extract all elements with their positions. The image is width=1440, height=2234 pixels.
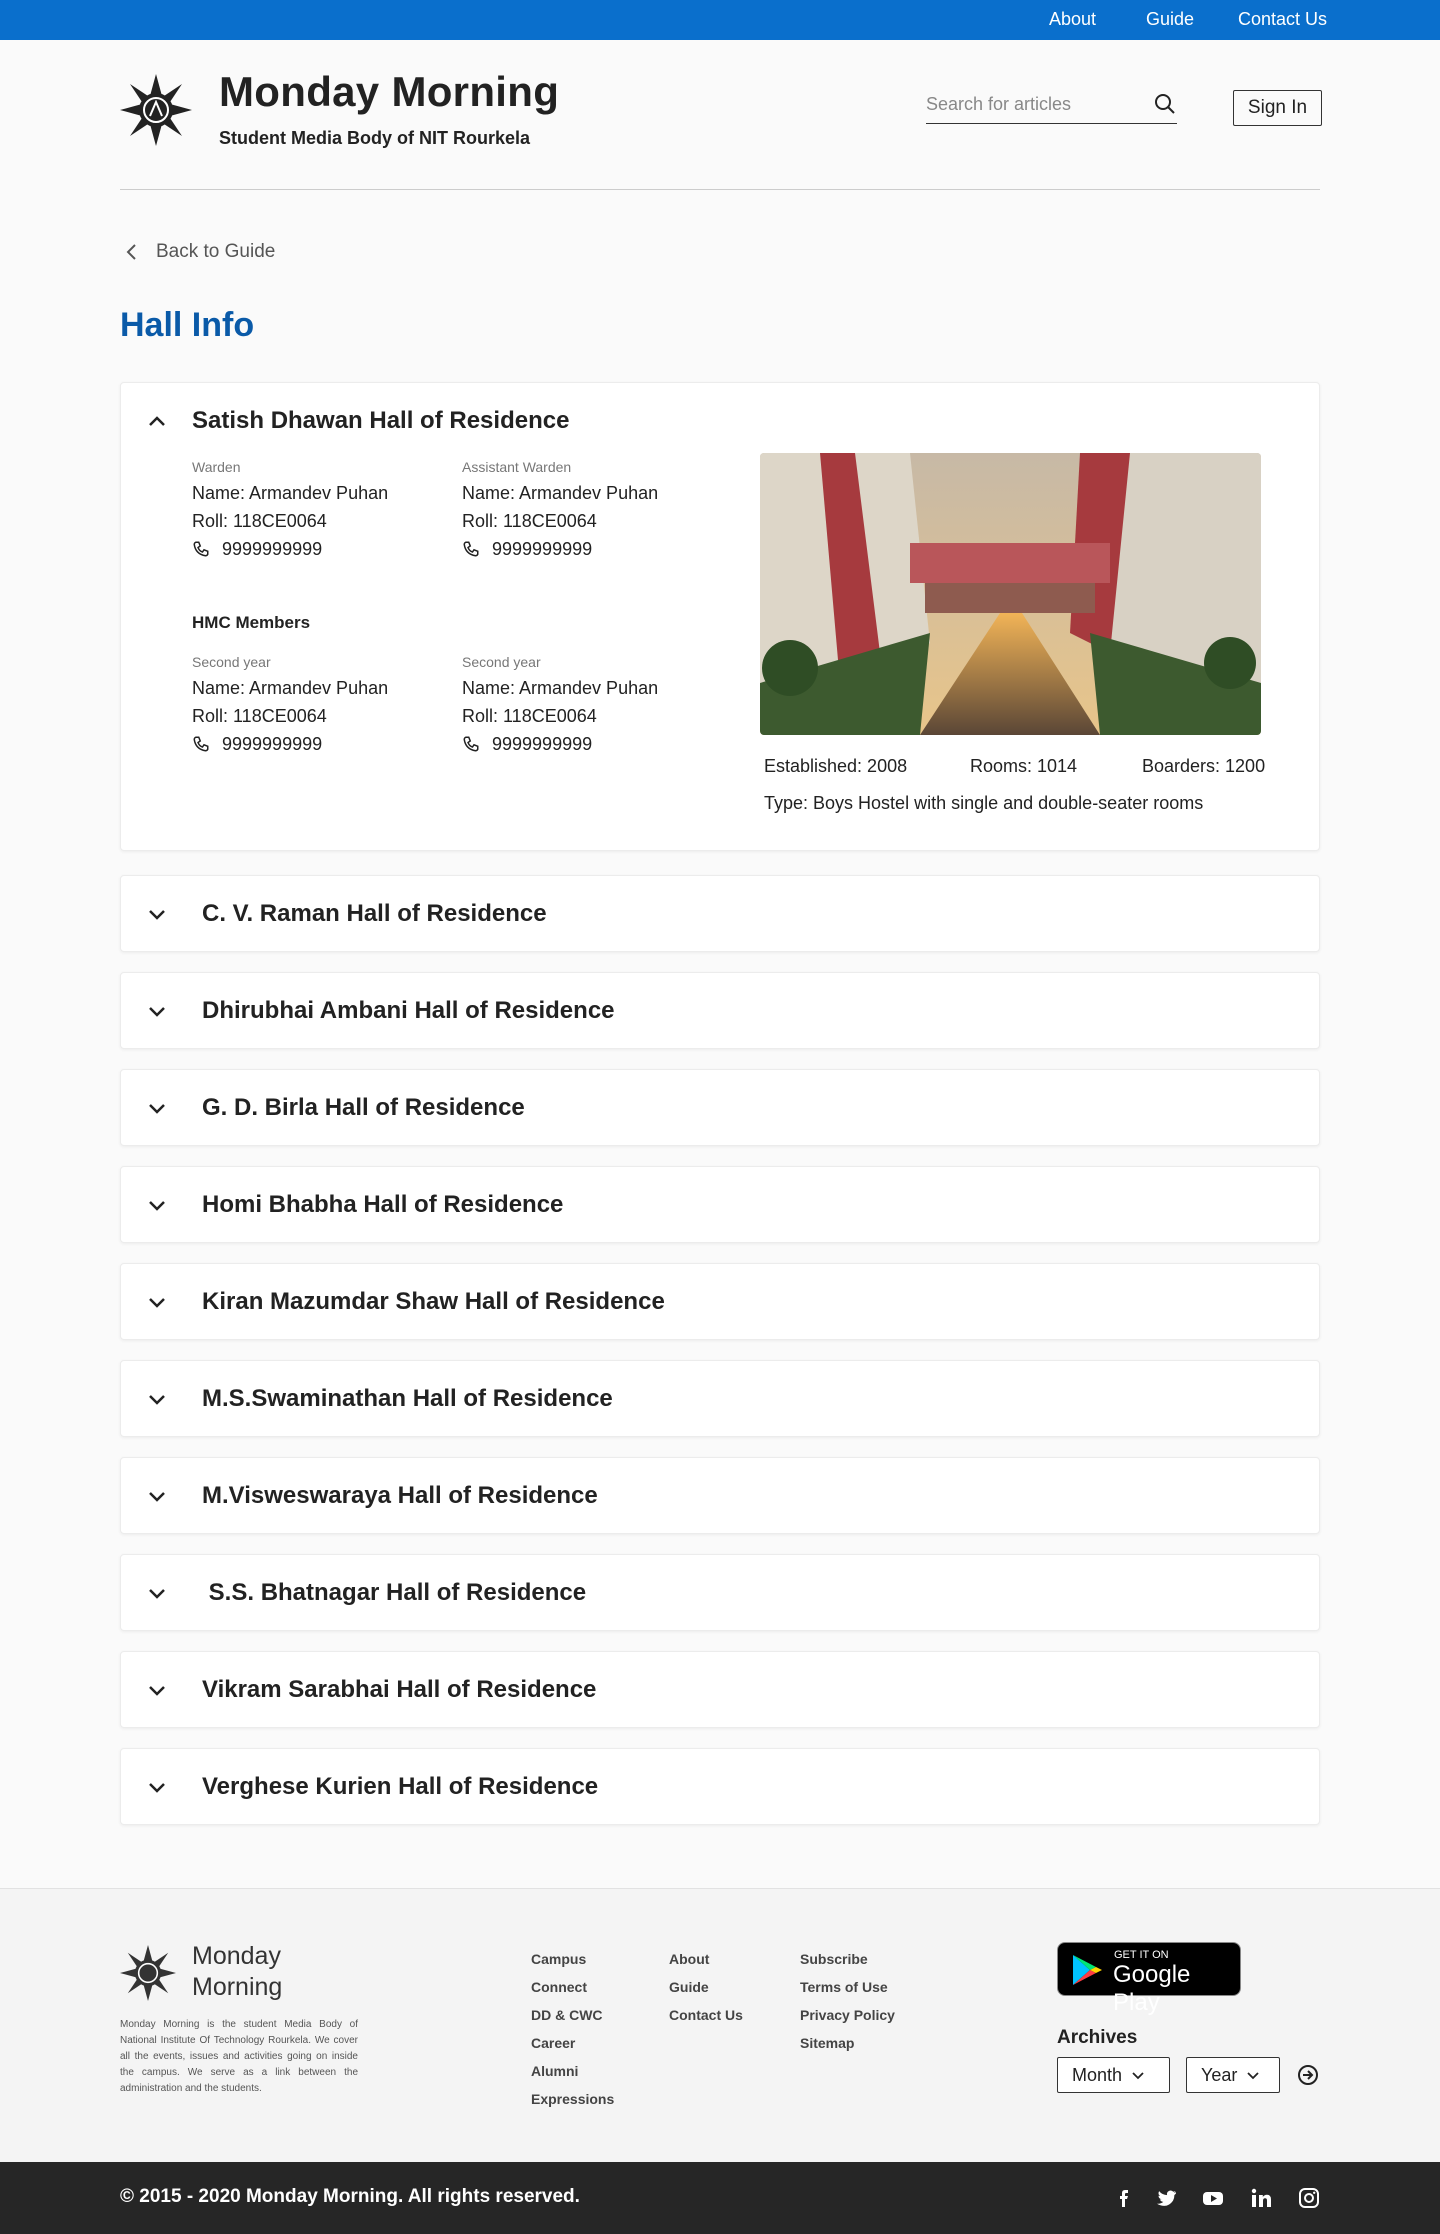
hall-title[interactable]: Vikram Sarabhai Hall of Residence <box>202 1676 597 1703</box>
footer-link[interactable]: Subscribe <box>800 1951 868 1967</box>
hall-card[interactable] <box>120 972 1320 1049</box>
back-to-guide-link[interactable] <box>120 240 275 264</box>
brand-title[interactable]: Monday Morning <box>219 68 560 115</box>
search-icon[interactable] <box>1153 92 1177 116</box>
hall-title[interactable]: Kiran Mazumdar Shaw Hall of Residence <box>202 1288 665 1315</box>
hall-title[interactable]: S.S. Bhatnagar Hall of Residence <box>202 1579 587 1606</box>
person-phone[interactable] <box>192 730 432 758</box>
phone-icon <box>192 735 210 753</box>
footer-link[interactable]: Alumni <box>531 2063 579 2079</box>
hall-title[interactable]: Homi Bhabha Hall of Residence <box>202 1191 564 1218</box>
footer-link[interactable]: DD & CWC <box>531 2007 603 2023</box>
copyright-text: © 2015 - 2020 Monday Morning. All rights reserved. <box>120 2186 580 2207</box>
search-box <box>926 90 1177 124</box>
hall-card-expanded <box>120 382 1320 851</box>
footer-link[interactable]: About <box>669 1951 710 1967</box>
youtube-icon[interactable] <box>1201 2186 1225 2210</box>
hall-card[interactable] <box>120 1263 1320 1340</box>
role-label: Second year <box>192 654 271 670</box>
hall-card[interactable] <box>120 1748 1320 1825</box>
hall-card[interactable] <box>120 1554 1320 1631</box>
copyright-bar <box>0 2162 1440 2234</box>
person-phone[interactable] <box>192 535 432 563</box>
year-select[interactable] <box>1186 2057 1280 2093</box>
hall-photo <box>760 453 1261 735</box>
hall-title[interactable]: Satish Dhawan Hall of Residence <box>192 407 570 434</box>
header-divider <box>120 189 1320 190</box>
instagram-icon[interactable] <box>1297 2186 1321 2210</box>
phone-number: 9999999999 <box>222 538 323 559</box>
footer-links-legal <box>800 1949 895 2061</box>
chevron-left-icon <box>120 240 144 264</box>
gplay-big-text: Google Play <box>1113 1961 1191 2016</box>
footer-link[interactable]: Connect <box>531 1979 587 1995</box>
facebook-icon[interactable] <box>1111 2186 1135 2210</box>
hall-card[interactable] <box>120 1457 1320 1534</box>
phone-number: 9999999999 <box>492 733 593 754</box>
hall-title[interactable]: Verghese Kurien Hall of Residence <box>202 1773 599 1800</box>
chevron-down-icon <box>1130 2067 1146 2083</box>
chevron-up-icon[interactable] <box>145 409 169 433</box>
person-name: Name: Armandev Puhan <box>192 483 389 503</box>
hmc-heading: HMC Members <box>192 613 311 632</box>
chevron-down-icon[interactable] <box>145 1775 169 1799</box>
rooms-stat: Rooms: 1014 <box>970 756 1078 776</box>
role-label: Second year <box>462 654 541 670</box>
page-title: Hall Info <box>120 306 255 344</box>
footer-link[interactable]: Privacy Policy <box>800 2007 895 2023</box>
footer-link[interactable]: Sitemap <box>800 2035 855 2051</box>
hall-card[interactable] <box>120 1360 1320 1437</box>
footer-link[interactable]: Contact Us <box>669 2007 743 2023</box>
person-phone[interactable] <box>462 730 702 758</box>
hall-card[interactable] <box>120 1166 1320 1243</box>
hall-card[interactable] <box>120 1651 1320 1728</box>
search-input[interactable] <box>926 94 1136 115</box>
sign-in-button[interactable]: Sign In <box>1233 90 1322 126</box>
back-link-label: Back to Guide <box>156 241 276 262</box>
month-select-value: Month <box>1072 2064 1123 2085</box>
person-roll: Roll: 118CE0064 <box>192 706 327 726</box>
person-roll: Roll: 118CE0064 <box>462 511 597 531</box>
chevron-down-icon[interactable] <box>145 1581 169 1605</box>
chevron-down-icon[interactable] <box>145 1678 169 1702</box>
nav-about[interactable]: About <box>1049 9 1097 29</box>
phone-icon <box>462 540 480 558</box>
footer-links-info <box>669 1949 743 2033</box>
footer-link[interactable]: Campus <box>531 1951 587 1967</box>
chevron-down-icon[interactable] <box>145 1290 169 1314</box>
person-name: Name: Armandev Puhan <box>192 678 389 698</box>
chevron-down-icon[interactable] <box>145 1193 169 1217</box>
footer-link[interactable]: Expressions <box>531 2091 615 2107</box>
arrow-right-circle-icon[interactable] <box>1296 2063 1320 2087</box>
hall-title[interactable]: G. D. Birla Hall of Residence <box>202 1094 525 1121</box>
role-label: Assistant Warden <box>462 459 572 475</box>
linkedin-icon[interactable] <box>1249 2186 1273 2210</box>
hall-card[interactable] <box>120 1069 1320 1146</box>
footer-links-sections <box>531 1949 614 2117</box>
person-roll: Roll: 118CE0064 <box>462 706 597 726</box>
footer-brand-line1: Monday <box>192 1942 281 1970</box>
person-roll: Roll: 118CE0064 <box>192 511 327 531</box>
phone-number: 9999999999 <box>222 733 323 754</box>
footer-brand-line2: Morning <box>192 1973 283 2001</box>
chevron-down-icon <box>1245 2067 1261 2083</box>
brand-subtitle: Student Media Body of NIT Rourkela <box>219 128 531 148</box>
hall-card[interactable] <box>120 875 1320 952</box>
established-stat: Established: 2008 <box>764 756 908 776</box>
chevron-down-icon[interactable] <box>145 1096 169 1120</box>
person-name: Name: Armandev Puhan <box>462 678 659 698</box>
nav-guide[interactable]: Guide <box>1146 9 1195 29</box>
chevron-down-icon[interactable] <box>145 902 169 926</box>
monday-morning-logo[interactable] <box>120 74 192 146</box>
footer-description: Monday Morning is the student Media Body of National Institute Of Technology Rourkela. We cover all the events, issues and activities going on inside the campus. We serve as a link between the administration and the students. <box>120 2019 358 2094</box>
month-select[interactable] <box>1057 2057 1170 2093</box>
person-phone[interactable] <box>462 535 702 563</box>
site-footer <box>0 1888 1440 2162</box>
boarders-stat: Boarders: 1200 <box>1142 756 1266 776</box>
gplay-small-text: GET IT ON <box>1114 1949 1169 1961</box>
phone-icon <box>192 540 210 558</box>
assistant-warden-info <box>462 459 702 563</box>
footer-link[interactable]: Guide <box>669 1979 709 1995</box>
role-label: Warden <box>192 459 241 475</box>
chevron-down-icon[interactable] <box>145 999 169 1023</box>
hall-title[interactable]: M.Visweswaraya Hall of Residence <box>202 1482 598 1509</box>
hmc-member <box>192 654 432 758</box>
archives-heading: Archives <box>1057 2027 1138 2048</box>
hall-title[interactable]: Dhirubhai Ambani Hall of Residence <box>202 997 615 1024</box>
hmc-member <box>462 654 702 758</box>
monday-morning-logo[interactable] <box>120 1945 176 2001</box>
chevron-down-icon[interactable] <box>145 1387 169 1411</box>
nav-contact[interactable]: Contact Us <box>1238 9 1328 29</box>
top-nav-bar <box>0 0 1440 40</box>
footer-link[interactable]: Terms of Use <box>800 1979 888 1995</box>
person-name: Name: Armandev Puhan <box>462 483 659 503</box>
twitter-icon[interactable] <box>1154 2186 1178 2210</box>
phone-number: 9999999999 <box>492 538 593 559</box>
hall-title[interactable]: C. V. Raman Hall of Residence <box>202 900 547 927</box>
warden-info <box>192 459 432 563</box>
phone-icon <box>462 735 480 753</box>
site-header <box>0 40 1440 190</box>
google-play-icon <box>1070 1953 1104 1987</box>
chevron-down-icon[interactable] <box>145 1484 169 1508</box>
hall-type: Type: Boys Hostel with single and double-seater rooms <box>764 793 1204 813</box>
year-select-value: Year <box>1201 2064 1238 2085</box>
footer-brand <box>192 1941 312 2003</box>
google-play-badge[interactable] <box>1057 1942 1241 2016</box>
hall-title[interactable]: M.S.Swaminathan Hall of Residence <box>202 1385 613 1412</box>
footer-link[interactable]: Career <box>531 2035 576 2051</box>
